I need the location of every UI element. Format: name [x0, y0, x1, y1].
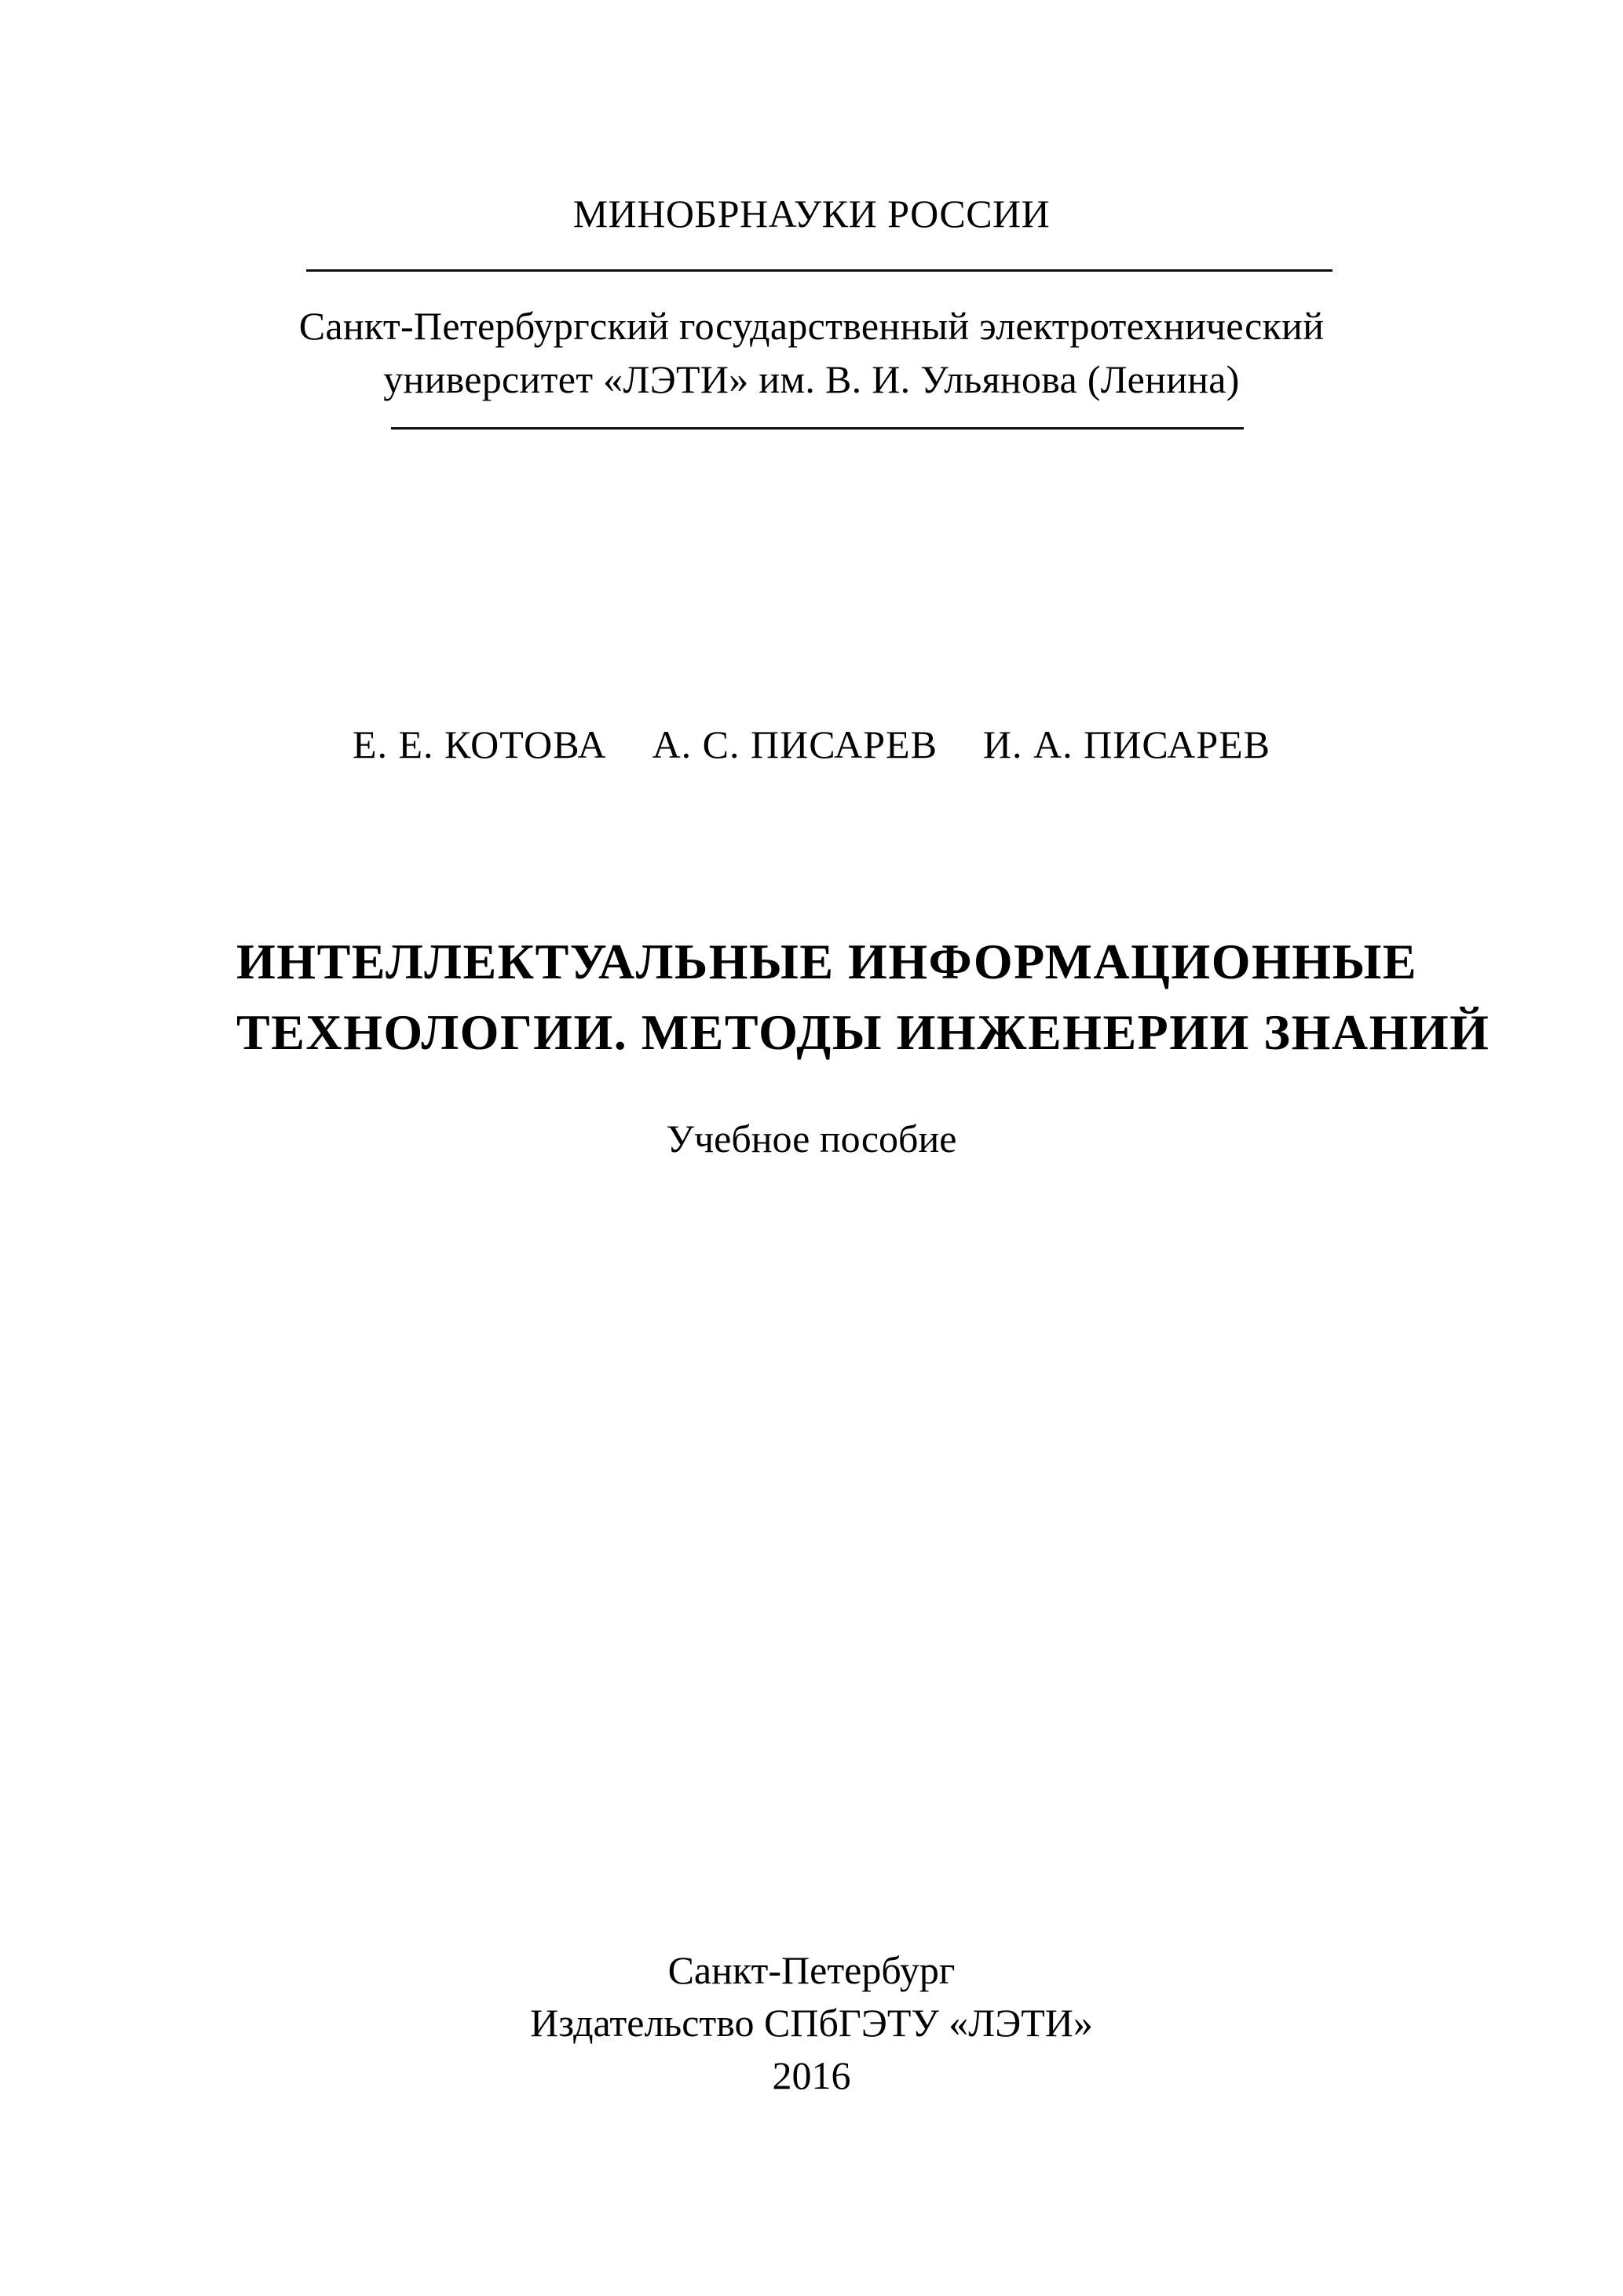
- imprint-block: [236, 1944, 1387, 2102]
- university-name-line-1: Санкт-Петербургский государственный электротехнический: [298, 304, 1325, 348]
- imprint-year: 2016: [772, 2053, 851, 2097]
- authors-line: [236, 717, 1387, 772]
- book-title-line-1: ИНТЕЛЛЕКТУАЛЬНЫЕ ИНФОРМАЦИОННЫЕ: [236, 934, 1418, 989]
- imprint-city: Санкт-Петербург: [667, 1948, 956, 1992]
- author-1: Е. Е. КОТОВА: [352, 722, 607, 766]
- book-title-line-2: ТЕХНОЛОГИИ. МЕТОДЫ ИНЖЕНЕРИИ ЗНАНИЙ: [236, 1004, 1490, 1060]
- university-name: [236, 299, 1387, 406]
- imprint-publisher: Издательство СПбГЭТУ «ЛЭТИ»: [530, 2001, 1093, 2045]
- book-title: [236, 927, 1490, 1068]
- header-top-rule: [306, 269, 1332, 272]
- ministry-header: МИНОБРНАУКИ РОССИИ: [572, 192, 1051, 236]
- author-2: А. С. ПИСАРЕВ: [652, 722, 938, 766]
- edition-subtitle: Учебное пособие: [666, 1117, 957, 1161]
- author-3: И. А. ПИСАРЕВ: [982, 722, 1271, 766]
- header-bottom-rule: [391, 427, 1244, 430]
- university-name-line-2: университет «ЛЭТИ» им. В. И. Ульянова (Ленина): [383, 357, 1240, 401]
